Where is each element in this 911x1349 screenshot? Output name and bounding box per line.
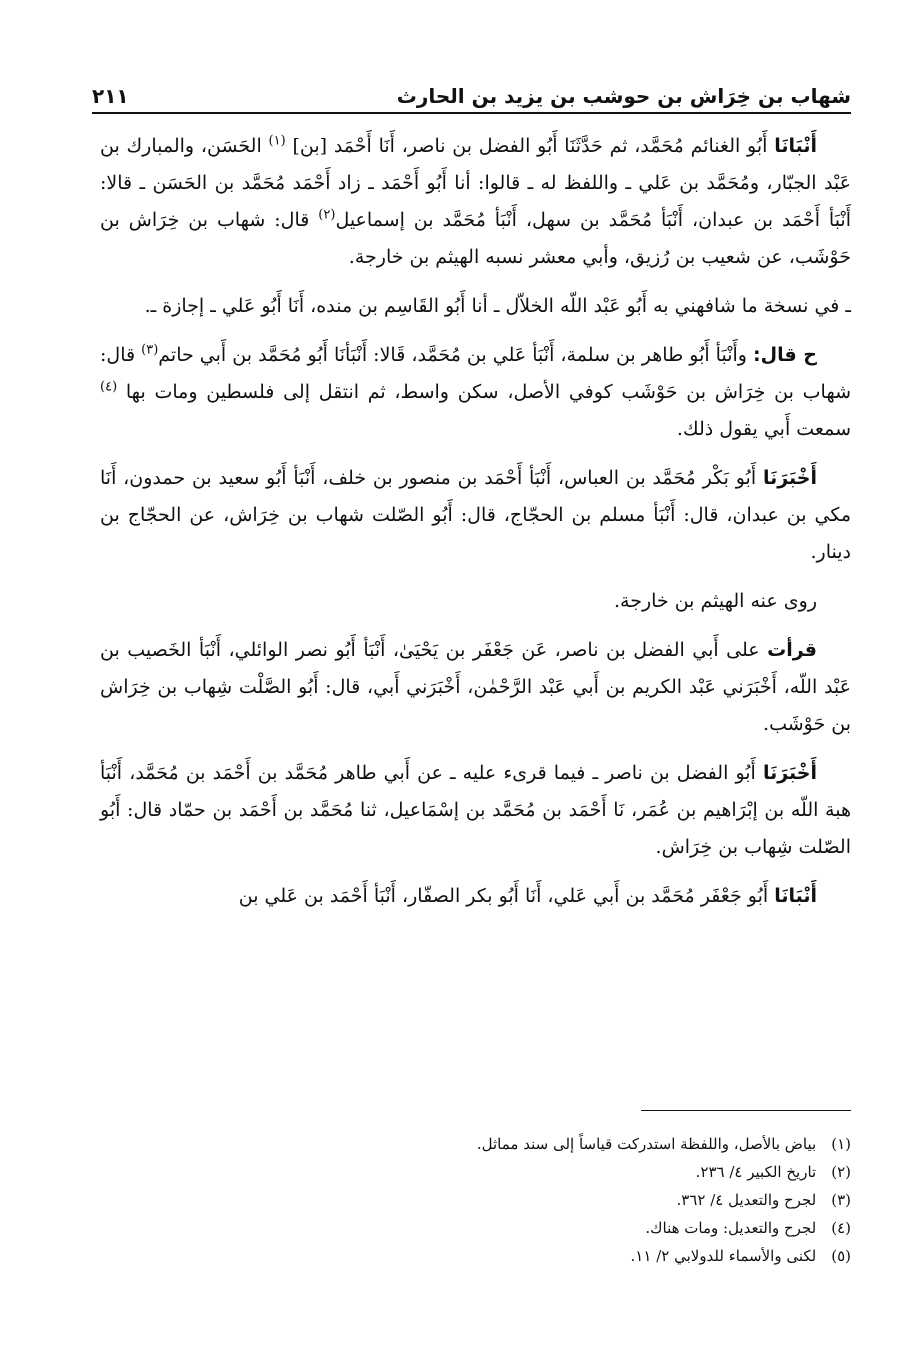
paragraph-1 [100,128,851,276]
paragraph-6 [100,632,851,743]
header-rule [92,112,851,114]
footnote-text: لجرح والتعديل ٤/ ٣٦٢. [676,1191,817,1209]
paragraph-text: ـ في نسخة ما شافهني به أَبُو عَبْد اللّه الخلاّل ـ أنا أَبُو القَاسِم بن منده، أَنَا أَبُو عَلي ـ إجازة ـ. [144,295,851,317]
paragraph-lead: قرأت [767,639,817,661]
paragraph-text: روى عنه الهيثم بن خارجة. [613,590,817,612]
paragraph-lead: أَخْبَرَنَا [762,467,817,489]
footnote-1 [100,1130,851,1158]
paragraph-8 [100,878,851,915]
body-text [100,128,851,927]
paragraph-text: أَبُو بَكْر مُحَمَّد بن العباس، أَنْبَأ أَحْمَد بن منصور بن خلف، أَنْبَأ أَبُو سعيد بن حمدون، أَنَا مكي بن عبدان، قال: أَنْبَأ مسلم بن الحجّاج، قال: أَبُو الصّلت شهاب بن خِرَاش، عن الحجّاج بن دينار. [100,467,851,563]
footnote-2 [100,1158,851,1186]
footnote-ref-2[interactable]: (٢) [318,207,336,223]
footnote-ref-4[interactable]: (٤) [100,379,118,395]
paragraph-text: أَبُو الفضل بن ناصر ـ فيما قرىء عليه ـ عن أَبي طاهر مُحَمَّد بن أَحْمَد بن مُحَمَّد، أَنْبَأ هبة اللّه بن إبْرَاهيم بن عُمَر، نَا أَحْمَد بن مُحَمَّد بن إسْمَاعيل، ثنا مُحَمَّد بن أَحْمَد بن حمّاد قال: أَبُو الصّلت شِهاب بن خِرَاش. [100,762,851,858]
paragraph-text: الحَسَن، والمبارك بن عَبْد الجبّار، ومُحَمَّد بن عَلي ـ واللفظ له ـ قالوا: أنا أَبُو أَحْمَد ـ زاد أَحْمَد مُحَمَّد بن الحَسَن ـ قالا: أَنْبَأ أَحْمَد بن عبدان، أَنْبَأ مُحَمَّد بن سهل، أَنْبَأ مُحَمَّد بن إسماعيل [100,135,851,231]
paragraph-text: قال: شهاب بن خِرَاش بن حَوْشَب، عن شعيب بن رُزيق، وأبي معشر نسبه الهيثم بن خارجة. [100,209,851,268]
paragraph-text: على أَبي الفضل بن ناصر، عَن جَعْفَر بن يَحْيَىٰ، أَنْبَأ أَبُو نصر الوائلي، أَنْبَأ الخَصيب بن عَبْد اللّه، أَخْبَرَني عَبْد الكريم بن أَبي عَبْد الرَّحْمٰن، أَخْبَرَني أَبي، قال: أَبُو الصَّلْت شِهاب بن خِرَاش بن حَوْشَب. [100,639,851,735]
footnote-5 [100,1242,851,1270]
paragraph-text: أَبُو الغنائم مُحَمَّد، ثم حَدَّثَنَا أَبُو الفضل بن ناصر، أَنَا أَحْمَد [بن] [292,135,768,157]
footnote-number: (٤) [831,1219,851,1237]
running-title: شهاب بن خِرَاش بن حوشب بن يزيد بن الحارث [396,84,851,108]
page-number: ٢١١ [92,84,129,108]
paragraph-text: سمعت أَبي يقول ذلك. [676,418,851,440]
paragraph-4 [100,460,851,571]
footnote-number: (٣) [831,1191,851,1209]
footnote-number: (٢) [831,1163,851,1181]
footnote-4 [100,1214,851,1242]
footnote-number: (١) [831,1135,851,1153]
footnote-text: بياض بالأصل، واللفظة استدركت قياساً إلى سند مماثل. [476,1135,817,1153]
running-header [92,78,851,108]
paragraph-lead: ح قال: [753,344,817,366]
footnote-3 [100,1186,851,1214]
paragraph-text: أَبُو جَعْفَر مُحَمَّد بن أَبي عَلي، أَنَا أَبُو بكر الصفّار، أَنْبَأ أَحْمَد بن عَلي بن [238,885,769,907]
footnote-rule [641,1110,851,1111]
paragraph-lead: أَخْبَرَنَا [762,762,817,784]
footnote-text: تاريخ الكبير ٤/ ٢٣٦. [695,1163,817,1181]
footnote-ref-3[interactable]: (٣) [141,342,159,358]
footnote-text: لكنى والأسماء للدولابي ٢/ ١١. [630,1247,817,1265]
paragraph-3 [100,337,851,448]
paragraph-lead: أَنْبَانَا [774,885,817,907]
paragraph-lead: أَنْبَانَا [774,135,818,157]
paragraph-text: وأَنْبَأ أَبُو طاهر بن سلمة، أَنْبَأ عَلي بن مُحَمَّد، قَالا: أَنْبَأنَا أَبُو مُحَمَّد بن أَبي حاتم [158,344,747,366]
footnote-ref-1[interactable]: (١) [268,133,286,149]
footnote-text: لجرح والتعديل: ومات هناك. [645,1219,817,1237]
footnote-number: (٥) [831,1247,851,1265]
paragraph-text: قال: شهاب بن خِرَاش بن حَوْشَب كوفي الأصل، سكن واسط، ثم انتقل إلى فلسطين ومات بها [100,344,851,403]
paragraph-7 [100,755,851,866]
footnotes [100,1130,851,1270]
paragraph-2 [100,288,851,325]
paragraph-5 [100,583,851,620]
